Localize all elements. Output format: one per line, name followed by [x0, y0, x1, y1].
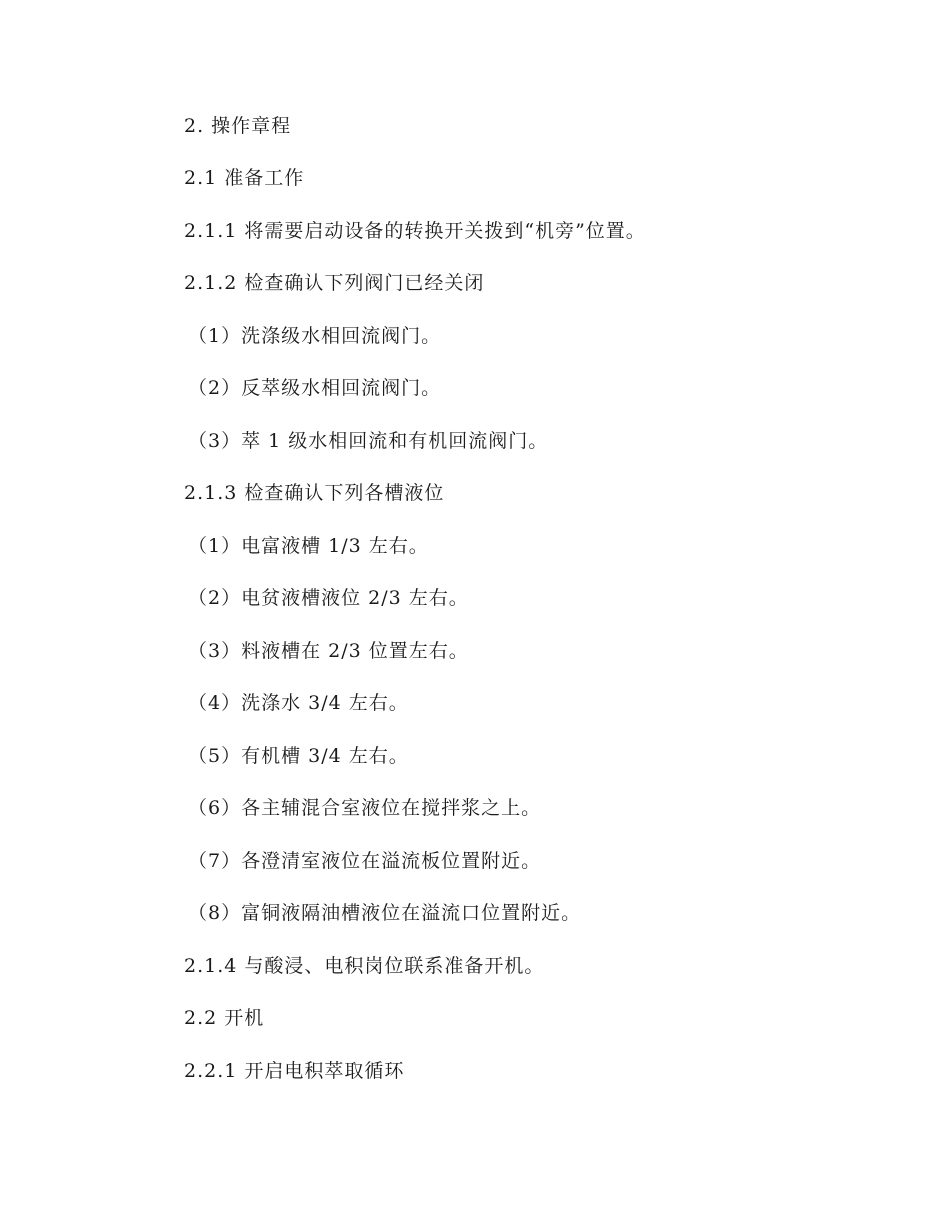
paragraph-line: 2.2.1 开启电积萃取循环 [184, 1060, 405, 1082]
paragraph-line: 2.1.3 检查确认下列各槽液位 [184, 482, 445, 504]
paragraph-line: 2.1.4 与酸浸、电积岗位联系准备开机。 [184, 955, 545, 977]
list-item: （2）反萃级水相回流阀门。 [188, 377, 442, 399]
section-heading: 2. 操作章程 [184, 115, 292, 137]
list-item: （7）各澄清室液位在溢流板位置附近。 [188, 850, 542, 872]
list-item: （2）电贫液槽液位 2/3 左右。 [188, 587, 469, 609]
subsection-heading: 2.1 准备工作 [184, 167, 305, 189]
list-item: （8）富铜液隔油槽液位在溢流口位置附近。 [188, 902, 582, 924]
list-item: （3）料液槽在 2/3 位置左右。 [188, 640, 469, 662]
list-item: （6）各主辅混合室液位在搅拌浆之上。 [188, 797, 542, 819]
list-item: （5）有机槽 3/4 左右。 [188, 745, 409, 767]
paragraph-line: 2.1.2 检查确认下列阀门已经关闭 [184, 272, 485, 294]
list-item: （1）洗涤级水相回流阀门。 [188, 325, 442, 347]
list-item: （1）电富液槽 1/3 左右。 [188, 535, 429, 557]
paragraph-line: 2.1.1 将需要启动设备的转换开关拨到“机旁”位置。 [184, 220, 646, 242]
subsection-heading: 2.2 开机 [184, 1007, 265, 1029]
list-item: （4）洗涤水 3/4 左右。 [188, 692, 409, 714]
list-item: （3）萃 1 级水相回流和有机回流阀门。 [188, 430, 549, 452]
